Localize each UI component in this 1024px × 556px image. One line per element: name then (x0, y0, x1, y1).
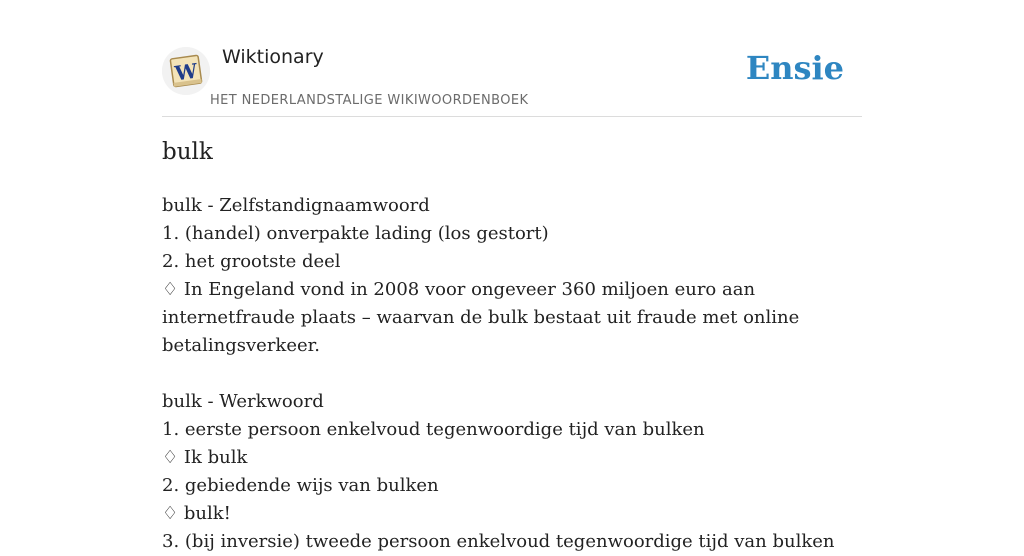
example-line: ♢ bulk! (162, 503, 231, 524)
definition-line: 1. eerste persoon enkelvoud tegenwoordige tijd van bulken (162, 419, 705, 440)
brand-logo-link[interactable]: Ensie (745, 49, 844, 87)
section-spacer (162, 360, 862, 388)
definition-line: 1. (handel) onverpakte lading (los gestort) (162, 223, 549, 244)
source-header (162, 40, 862, 117)
definition-line: 2. gebiedende wijs van bulken (162, 475, 439, 496)
section-heading-verb: bulk - Werkwoord (162, 391, 324, 412)
headword-title: bulk (162, 139, 213, 165)
definition-line: 3. (bij inversie) tweede persoon enkelvoud tegenwoordige tijd van bulken (162, 531, 835, 552)
definition-body (162, 192, 862, 556)
example-line: ♢ Ik bulk (162, 447, 248, 468)
source-subtitle: HET NEDERLANDSTALIGE WIKIWOORDENBOEK (210, 93, 529, 108)
source-title[interactable]: Wiktionary (222, 46, 324, 68)
wiktionary-logo-icon (162, 47, 210, 95)
section-heading-noun: bulk - Zelfstandignaamwoord (162, 195, 430, 216)
example-line: ♢ In Engeland vond in 2008 voor ongeveer 360 miljoen euro aan internetfraude plaats – waarvan de bulk bestaat uit fraude met online betalingsverkeer. (162, 279, 800, 356)
definition-line: 2. het grootste deel (162, 251, 341, 272)
logo-letter: W (173, 58, 199, 86)
